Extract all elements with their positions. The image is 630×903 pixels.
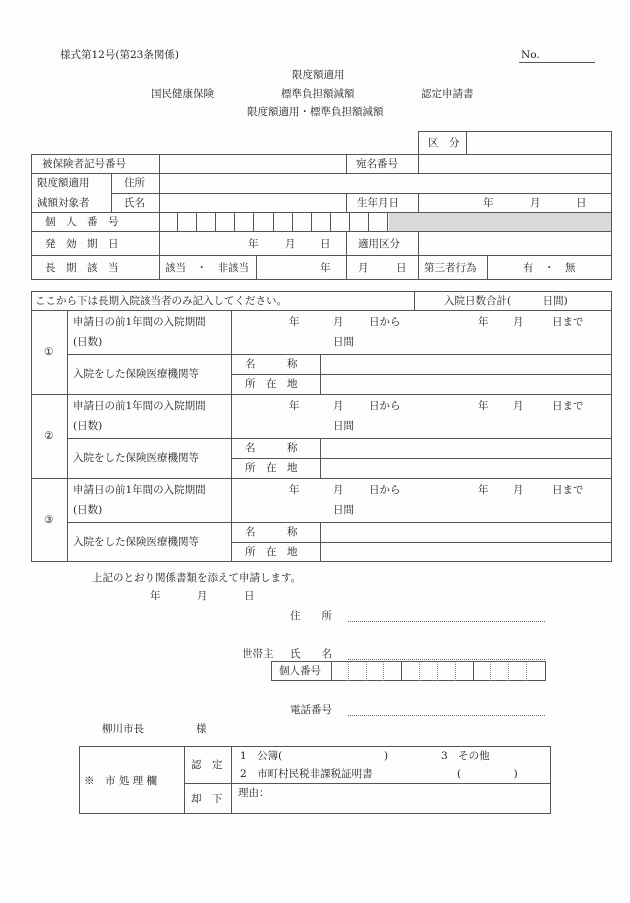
institution-address-label: 所 在 地 [245, 546, 298, 558]
atena-number-field[interactable] [419, 155, 611, 172]
declaration-day-label: 日 [244, 590, 255, 602]
institution-name-field[interactable] [321, 355, 611, 373]
to-month-label: 月 [513, 400, 524, 412]
address-label: 住所 [124, 177, 145, 189]
entry-marker: ③ [44, 514, 54, 526]
form-number: 様式第12号(第23条関係) [60, 49, 179, 61]
document-number-label: No. [521, 49, 540, 61]
days-count-label: 日間 [333, 504, 354, 516]
title-line-3: 限度額適用・標準負担額減額 [247, 106, 384, 118]
institution-label: 入院をした保険医療機関等 [73, 536, 199, 548]
long-term-year-label: 年 [320, 262, 331, 274]
institution-label: 入院をした保険医療機関等 [73, 368, 199, 380]
kubun-field[interactable] [467, 132, 611, 154]
applicant-name-field[interactable] [348, 659, 545, 660]
to-day-label: 日まで [552, 400, 584, 412]
approve-item-2[interactable]: 2 市町村民税非課税証明書 [240, 768, 373, 780]
title-line-1: 限度額適用 [292, 69, 345, 81]
reject-reason-field[interactable] [275, 785, 549, 812]
personal-number-digit-cell[interactable] [331, 212, 350, 231]
institution-name-label: 名 称 [245, 526, 298, 538]
applicant-address-field[interactable] [348, 621, 545, 622]
personal-number-digit-cell[interactable] [293, 212, 312, 231]
office-section-title: ※ 市 処 理 欄 [84, 775, 158, 787]
applied-class-label: 適用区分 [358, 238, 400, 250]
target-label-2: 減額対象者 [37, 197, 90, 209]
from-month-label: 月 [333, 400, 344, 412]
approve-item-1-close: ) [384, 750, 389, 762]
period-days-label: (日数) [73, 420, 103, 432]
personal-number-digit-cell[interactable] [274, 212, 293, 231]
effective-year-label: 年 [248, 238, 259, 250]
to-day-label: 日まで [552, 484, 584, 496]
from-day-label: 日から [369, 484, 401, 496]
title-application: 認定申請書 [421, 88, 474, 100]
phone-field[interactable] [348, 715, 545, 716]
personal-number-digit-cell[interactable] [178, 212, 197, 231]
long-term-options[interactable]: 該当 ・ 非該当 [165, 262, 249, 274]
target-label-1: 限度額適用 [37, 177, 90, 189]
insured-number-field[interactable] [160, 155, 345, 172]
from-month-label: 月 [333, 316, 344, 328]
declaration-text: 上記のとおり関係書類を添えて申請します。 [92, 572, 302, 584]
declaration-month-label: 月 [197, 590, 208, 602]
applicant-personal-number-digit-cell[interactable] [402, 661, 420, 681]
days-count-label: 日間 [333, 420, 354, 432]
name-field[interactable] [160, 194, 345, 211]
hospital-instruction: ここから下は長期入院該当者のみ記入してください。 [35, 295, 287, 307]
applicant-personal-number-digit-cell[interactable] [527, 661, 545, 681]
to-year-label: 年 [478, 400, 489, 412]
institution-label: 入院をした保険医療機関等 [73, 452, 199, 464]
title-insurance: 国民健康保険 [151, 88, 214, 100]
applicant-personal-number-digit-cell[interactable] [331, 661, 349, 681]
institution-address-field[interactable] [321, 543, 611, 561]
institution-name-field[interactable] [321, 523, 611, 541]
personal-number-digit-cell[interactable] [235, 212, 254, 231]
name-label: 氏名 [124, 197, 145, 209]
approve-label: 認 定 [191, 759, 223, 771]
entry-marker: ② [44, 430, 54, 442]
approve-item-3[interactable]: 3 その他 [441, 750, 490, 762]
personal-number-digit-cell[interactable] [197, 212, 216, 231]
to-month-label: 月 [513, 484, 524, 496]
to-day-label: 日まで [552, 316, 584, 328]
effective-day-label: 日 [320, 238, 331, 250]
to-year-label: 年 [478, 316, 489, 328]
applied-class-field[interactable] [419, 232, 611, 254]
from-day-label: 日から [369, 400, 401, 412]
addressee: 柳川市長 [102, 723, 144, 735]
personal-number-digit-cell[interactable] [255, 212, 274, 231]
phone-label: 電話番号 [290, 704, 332, 716]
birthdate-year-label: 年 [483, 197, 494, 209]
effective-month-label: 月 [285, 238, 296, 250]
from-year-label: 年 [289, 316, 300, 328]
institution-address-label: 所 在 地 [245, 378, 298, 390]
personal-number-shaded-area [389, 213, 611, 231]
long-term-label: 長 期 該 当 [45, 262, 119, 274]
applicant-personal-number-digit-cell[interactable] [367, 661, 385, 681]
householder-label: 世帯主 [242, 648, 274, 660]
address-field[interactable] [160, 174, 611, 192]
birthdate-day-label: 日 [576, 197, 587, 209]
applicant-personal-number-digit-cell[interactable] [456, 661, 474, 681]
insured-number-label: 被保険者記号番号 [42, 158, 126, 170]
applicant-personal-number-digit-cell[interactable] [349, 661, 367, 681]
period-field[interactable] [232, 479, 611, 521]
atena-number-label: 宛名番号 [356, 158, 398, 170]
long-term-month-label: 月 [358, 262, 369, 274]
effective-date-label: 発 効 期 日 [45, 238, 119, 250]
applicant-personal-number-digit-cell[interactable] [438, 661, 456, 681]
institution-name-label: 名 称 [245, 358, 298, 370]
third-party-label: 第三者行為 [424, 262, 477, 274]
applicant-personal-number-digit-cell[interactable] [385, 661, 403, 681]
kubun-label: 区 分 [428, 137, 460, 149]
entry-marker: ① [44, 346, 54, 358]
reject-reason-label: 理由： [238, 787, 270, 799]
approve-item-1[interactable]: 1 公簿( [240, 750, 283, 762]
period-days-label: (日数) [73, 504, 103, 516]
applicant-personal-number-digit-cell[interactable] [509, 661, 527, 681]
applicant-personal-number-label: 個人番号 [279, 665, 321, 677]
personal-number-digit-cell[interactable] [312, 212, 331, 231]
from-day-label: 日から [369, 316, 401, 328]
institution-name-field[interactable] [321, 439, 611, 457]
personal-number-label: 個 人 番 号 [45, 216, 119, 228]
institution-address-field[interactable] [321, 375, 611, 393]
declaration-year-label: 年 [150, 590, 161, 602]
days-count-label: 日間 [333, 336, 354, 348]
title-reduction: 標準負担額減額 [281, 88, 355, 100]
addressee-honorific: 様 [196, 723, 207, 735]
birthdate-label: 生年月日 [357, 197, 399, 209]
period-label: 申請日の前1年間の入院期間 [73, 316, 206, 328]
institution-address-label: 所 在 地 [245, 462, 298, 474]
reject-label: 却 下 [191, 793, 223, 805]
applicant-personal-number-digit-cell[interactable] [474, 661, 492, 681]
long-term-date-field[interactable] [257, 256, 345, 279]
approve-item-3-detail: ( ) [457, 768, 518, 780]
personal-number-digit-cell[interactable] [216, 212, 235, 231]
period-field[interactable] [232, 311, 611, 353]
from-year-label: 年 [289, 484, 300, 496]
period-days-label: (日数) [73, 336, 103, 348]
personal-number-digit-cell[interactable] [369, 212, 388, 231]
to-year-label: 年 [478, 484, 489, 496]
applicant-personal-number-digit-cell[interactable] [492, 661, 510, 681]
period-field[interactable] [232, 395, 611, 437]
from-month-label: 月 [333, 484, 344, 496]
period-label: 申請日の前1年間の入院期間 [73, 400, 206, 412]
birthdate-month-label: 月 [530, 197, 541, 209]
long-term-day-label: 日 [396, 262, 407, 274]
document-number-field[interactable] [519, 62, 595, 63]
institution-name-label: 名 称 [245, 442, 298, 454]
personal-number-digit-cell[interactable] [159, 212, 178, 231]
from-year-label: 年 [289, 400, 300, 412]
to-month-label: 月 [513, 316, 524, 328]
total-days-label: 入院日数合計( 日間) [444, 295, 568, 307]
applicant-personal-number-digit-cell[interactable] [420, 661, 438, 681]
institution-address-field[interactable] [321, 459, 611, 477]
third-party-options[interactable]: 有 ・ 無 [523, 262, 576, 274]
personal-number-digit-cell[interactable] [350, 212, 369, 231]
period-label: 申請日の前1年間の入院期間 [73, 484, 206, 496]
applicant-address-label: 住 所 [290, 610, 332, 622]
applicant-name-label: 氏 名 [290, 648, 332, 660]
